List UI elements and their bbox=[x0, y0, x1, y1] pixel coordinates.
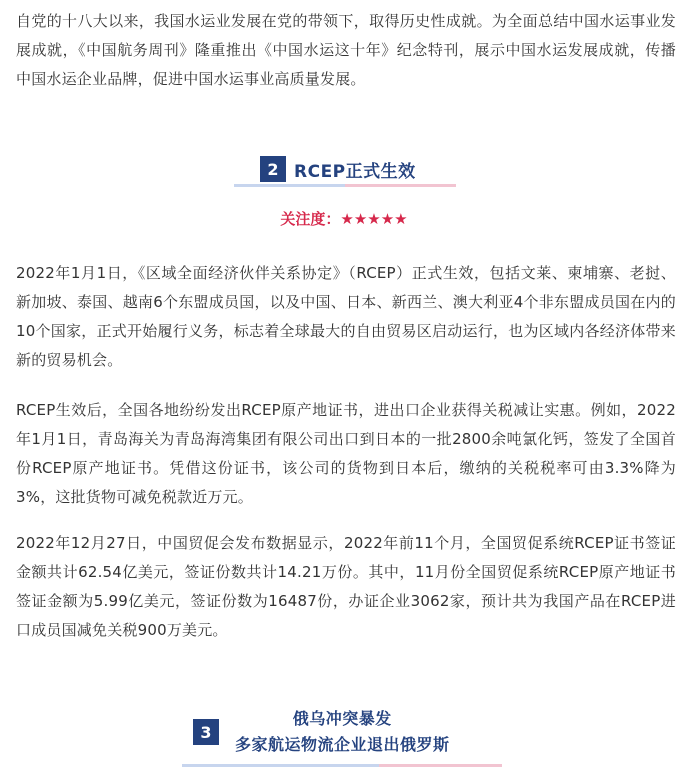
section-2-underline bbox=[234, 184, 456, 187]
section-3-title-line-1: 俄乌冲突暴发 bbox=[292, 709, 392, 728]
section-3-title-line-2: 多家航运物流企业退出俄罗斯 bbox=[235, 735, 450, 754]
section-3-underline bbox=[182, 764, 502, 767]
section-3-number: 3 bbox=[193, 719, 219, 745]
section-2-number: 2 bbox=[260, 156, 286, 182]
section-2-heading bbox=[260, 156, 416, 182]
section-2-paragraph-1: 2022年1月1日，《区域全面经济伙伴关系协定》（RCEP）正式生效，包括文莱、柬埔寨、老挝、新加坡、泰国、越南6个东盟成员国，以及中国、日本、新西兰、澳大利亚4个非东盟成员国在内的10个国家，正式开始履行义务，标志着全球最大的自由贸易区启动运行，也为区域内各经济体带来新的贸易机会。 bbox=[16, 264, 676, 369]
section-3-heading bbox=[193, 706, 450, 758]
intro-paragraph: 自党的十八大以来，我国水运业发展在党的带领下，取得历史性成就。为全面总结中国水运事业发展成就，《中国航务周刊》隆重推出《中国水运这十年》纪念特刊，展示中国水运发展成就，传播中国水运企业品牌，促进中国水运事业高质量发展。 bbox=[16, 12, 676, 88]
attention-rating: 关注度：★★★★★ bbox=[280, 210, 408, 228]
section-2-paragraph-2: RCEP生效后，全国各地纷纷发出RCEP原产地证书，进出口企业获得关税减让实惠。例如，2022年1月1日，青岛海关为青岛海湾集团有限公司出口到日本的一批2800余吨氯化钙，签发了全国首份RCEP原产地证书。凭借这份证书，该公司的货物到日本后，缴纳的关税税率可由3.3%降为3%，这批货物可减免税款近万元。 bbox=[16, 401, 676, 506]
section-2-paragraph-3: 2022年12月27日，中国贸促会发布数据显示，2022年前11个月，全国贸促系统RCEP证书签证金额共计62.54亿美元，签证份数共计14.21万份。其中，11月份全国贸促系统RCEP原产地证书签证金额为5.99亿美元，签证份数为16487份，办证企业3062家，预计共为我国产品在RCEP进口成员国减免关税900万美元。 bbox=[16, 534, 676, 639]
section-3-title bbox=[235, 706, 450, 758]
section-2-title: RCEP正式生效 bbox=[294, 161, 416, 182]
